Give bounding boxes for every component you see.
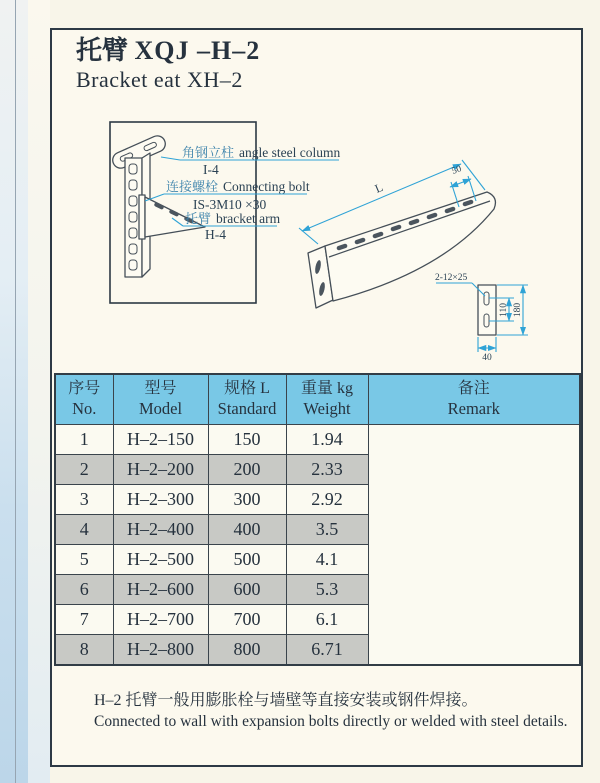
cell-standard: 400 — [208, 515, 286, 545]
spec-table — [54, 373, 581, 666]
cell-standard: 700 — [208, 605, 286, 635]
cell-model: H–2–700 — [113, 605, 208, 635]
cell-no: 4 — [55, 515, 113, 545]
col-header-weight: 重量 kg Weight — [286, 374, 368, 425]
title-block — [76, 36, 260, 92]
page-title-zh: 托臂 — [76, 36, 129, 65]
detail-dim-110: 110 — [499, 303, 509, 317]
footnote-zh: H–2 托臂一般用膨胀栓与墙壁等直接安装或钢件焊接。 — [94, 692, 478, 709]
cell-no: 6 — [55, 575, 113, 605]
column-code: I-4 — [203, 162, 219, 177]
cell-no: 1 — [55, 425, 113, 455]
cell-model: H–2–600 — [113, 575, 208, 605]
page-title — [76, 36, 260, 66]
cell-weight: 6.1 — [286, 605, 368, 635]
cell-weight: 4.1 — [286, 545, 368, 575]
cell-standard: 200 — [208, 455, 286, 485]
cell-no: 8 — [55, 635, 113, 666]
technical-diagram — [55, 100, 583, 370]
cell-weight: 1.94 — [286, 425, 368, 455]
arm-drawing — [308, 192, 495, 308]
detail-dim-40: 40 — [482, 353, 492, 363]
cell-model: H–2–300 — [113, 485, 208, 515]
bolt-code: IS-3M10 ×30 — [193, 197, 267, 212]
cell-model: H–2–800 — [113, 635, 208, 666]
table-header-row — [55, 374, 580, 425]
cell-standard: 300 — [208, 485, 286, 515]
page-edge-gradient — [0, 0, 28, 783]
arm-label: 托臂 bracket arm — [185, 211, 281, 226]
cell-standard: 500 — [208, 545, 286, 575]
cell-remark — [368, 425, 580, 666]
footnote-en: Connected to wall with expansion bolts directly or welded with steel details. — [94, 712, 568, 730]
col-header-no: 序号 No. — [55, 374, 113, 425]
cell-no: 2 — [55, 455, 113, 485]
cell-weight: 3.5 — [286, 515, 368, 545]
cell-weight: 6.71 — [286, 635, 368, 666]
cell-standard: 800 — [208, 635, 286, 666]
cell-standard: 150 — [208, 425, 286, 455]
column-label: 角钢立柱 angle steel column — [182, 145, 341, 160]
page-edge-inner — [28, 0, 50, 783]
page-margin-line — [15, 0, 16, 783]
footnote — [94, 690, 568, 733]
cell-standard: 600 — [208, 575, 286, 605]
cell-model: H–2–200 — [113, 455, 208, 485]
plate-detail-drawing — [435, 273, 528, 363]
cell-no: 7 — [55, 605, 113, 635]
col-header-model: 型号 Model — [113, 374, 208, 425]
cell-no: 3 — [55, 485, 113, 515]
pitch-dim-label: 50 — [450, 164, 463, 177]
holes-spec-label: 2-12×25 — [435, 273, 468, 283]
table-row — [55, 425, 580, 455]
page-title-en: Bracket eat XH–2 — [76, 66, 243, 92]
bolt-label: 连接螺栓 Connecting bolt — [166, 179, 310, 194]
length-dim-label: L — [372, 180, 385, 196]
cell-weight: 2.33 — [286, 455, 368, 485]
cell-weight: 5.3 — [286, 575, 368, 605]
col-header-standard: 规格 L Standard — [208, 374, 286, 425]
content-frame — [50, 28, 583, 767]
page-title-code: XQJ –H–2 — [134, 36, 261, 65]
cell-no: 5 — [55, 545, 113, 575]
detail-dim-180: 180 — [513, 302, 523, 318]
cell-model: H–2–500 — [113, 545, 208, 575]
cell-weight: 2.92 — [286, 485, 368, 515]
arm-code: H-4 — [205, 227, 226, 242]
cell-model: H–2–150 — [113, 425, 208, 455]
col-header-remark: 备注 Remark — [368, 374, 580, 425]
cell-model: H–2–400 — [113, 515, 208, 545]
